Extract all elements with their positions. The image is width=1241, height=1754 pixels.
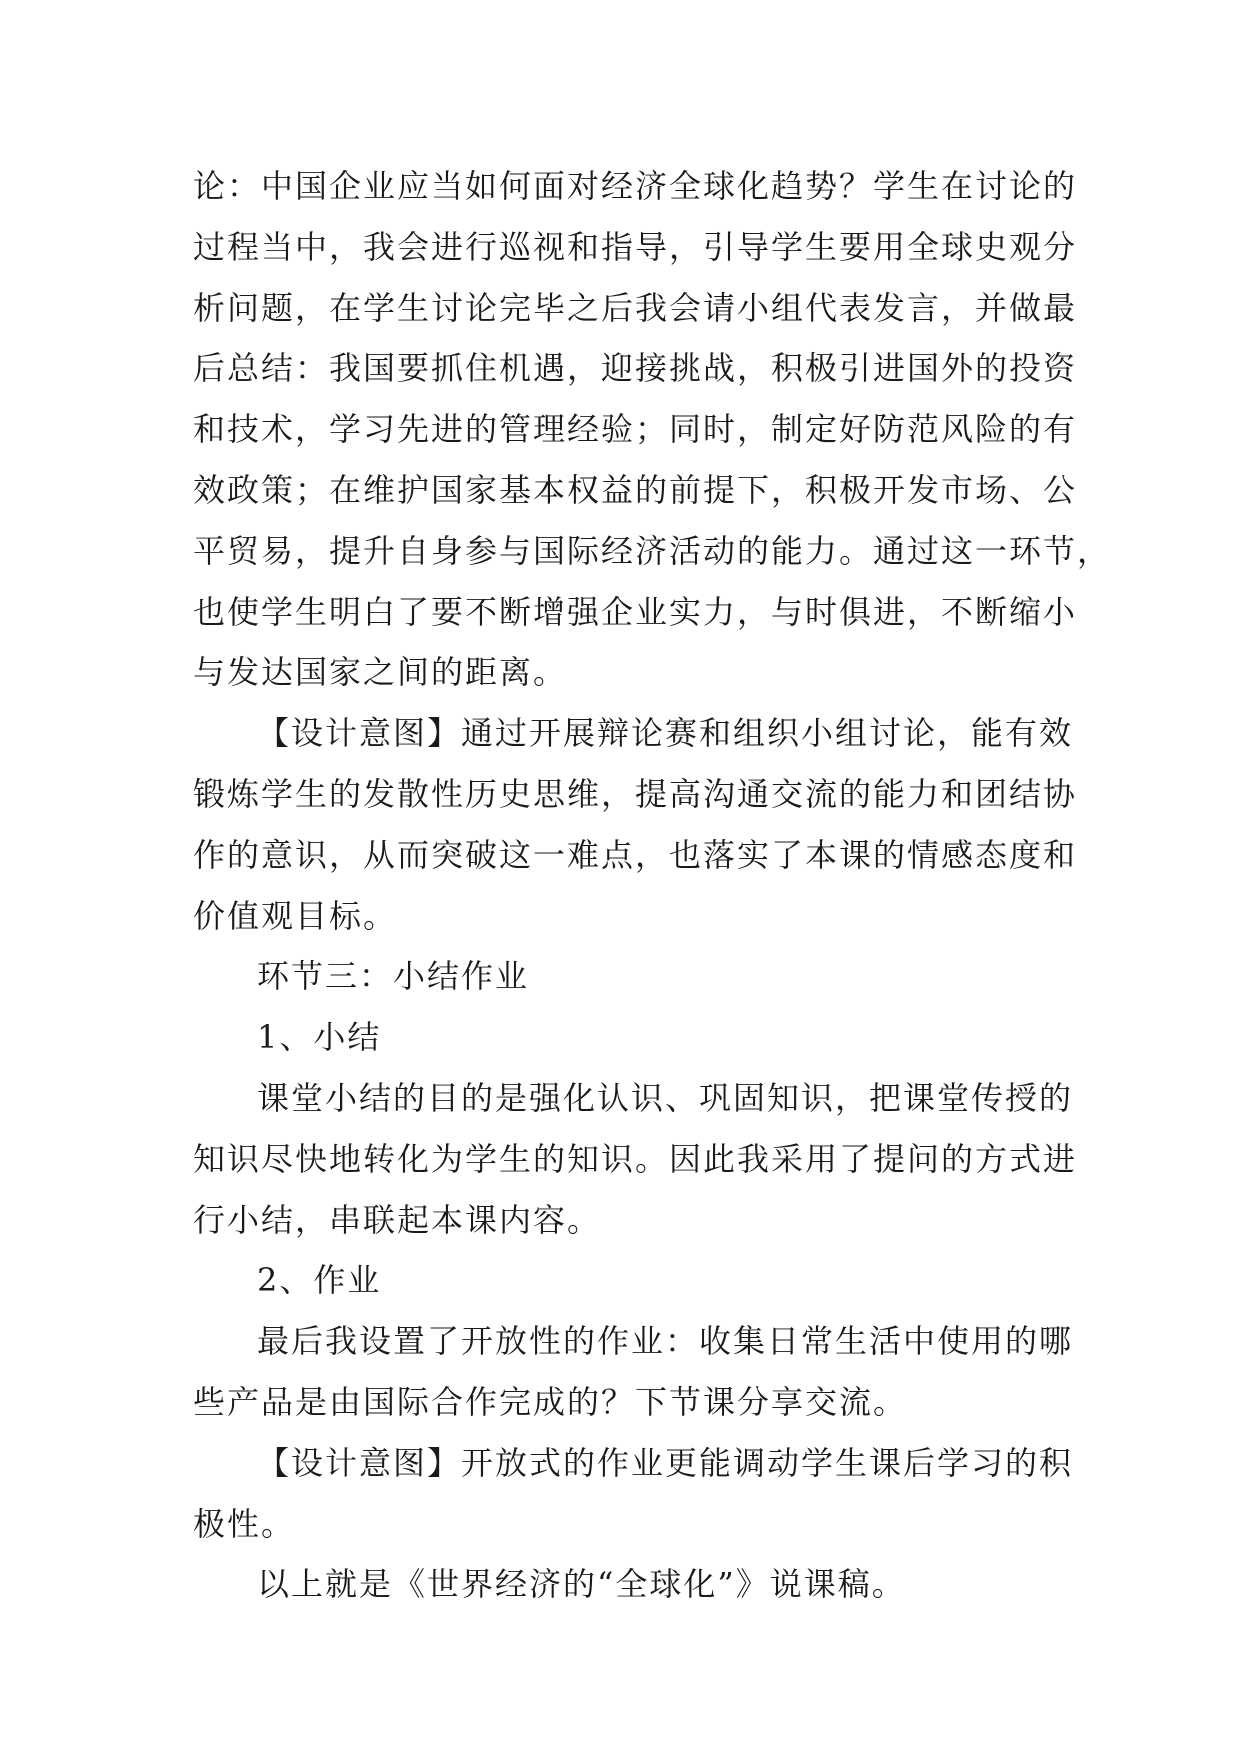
paragraph-design-intent-2 bbox=[193, 1433, 1074, 1555]
text-line: 作的意识，从而突破这一难点，也落实了本课的情感态度和 bbox=[193, 835, 1078, 874]
text-line: 些产品是由国际合作完成的？下节课分享交流。 bbox=[193, 1382, 908, 1421]
paragraph-discussion-summary bbox=[193, 156, 1112, 703]
text-line: 效政策；在维护国家基本权益的前提下，积极开发市场、公 bbox=[193, 470, 1078, 509]
text-line: 2、作业 bbox=[257, 1261, 382, 1300]
section-heading-step-three bbox=[193, 946, 1057, 1007]
text-line: 【设计意图】开放式的作业更能调动学生课后学习的积 bbox=[257, 1443, 1074, 1482]
text-line: 论：中国企业应当如何面对经济全球化趋势？学生在讨论的 bbox=[193, 167, 1078, 205]
text-line: 与发达国家之间的距离。 bbox=[193, 653, 568, 692]
subheading-summary bbox=[193, 1007, 1057, 1068]
text-line: 1、小结 bbox=[257, 1018, 382, 1057]
document-page bbox=[193, 156, 1112, 1615]
text-line: 锻炼学生的发散性历史思维，提高沟通交流的能力和团结协 bbox=[193, 774, 1078, 813]
paragraph-summary-body bbox=[193, 1068, 1078, 1250]
paragraph-closing bbox=[193, 1554, 1057, 1615]
text-line: 最后我设置了开放性的作业：收集日常生活中使用的哪 bbox=[257, 1322, 1074, 1361]
text-line: 和技术，学习先进的管理经验；同时，制定好防范风险的有 bbox=[193, 410, 1078, 449]
text-line: 过程当中，我会进行巡视和指导，引导学生要用全球史观分 bbox=[193, 227, 1078, 266]
text-line: 【设计意图】通过开展辩论赛和组织小组讨论，能有效 bbox=[257, 714, 1074, 753]
paragraph-homework-body bbox=[193, 1311, 1074, 1433]
text-line: 课堂小结的目的是强化认识、巩固知识，把课堂传授的 bbox=[257, 1078, 1074, 1117]
text-line: 知识尽快地转化为学生的知识。因此我采用了提问的方式进 bbox=[193, 1139, 1078, 1178]
text-line: 行小结，串联起本课内容。 bbox=[193, 1200, 602, 1239]
text-line: 析问题，在学生讨论完毕之后我会请小组代表发言，并做最 bbox=[193, 288, 1078, 327]
subheading-homework bbox=[193, 1250, 1057, 1311]
text-line: 后总结：我国要抓住机遇，迎接挑战，积极引进国外的投资 bbox=[193, 349, 1078, 388]
text-line: 环节三：小结作业 bbox=[257, 957, 530, 996]
text-line: 以上就是《世界经济的“全球化”》说课稿。 bbox=[257, 1565, 906, 1604]
paragraph-design-intent-1 bbox=[193, 703, 1078, 946]
text-line: 平贸易，提升自身参与国际经济活动的能力。通过这一环节， bbox=[193, 531, 1112, 570]
text-line: 极性。 bbox=[193, 1504, 296, 1543]
text-line: 也使学生明白了要不断增强企业实力，与时俱进，不断缩小 bbox=[193, 592, 1078, 631]
text-line: 价值观目标。 bbox=[193, 896, 398, 935]
